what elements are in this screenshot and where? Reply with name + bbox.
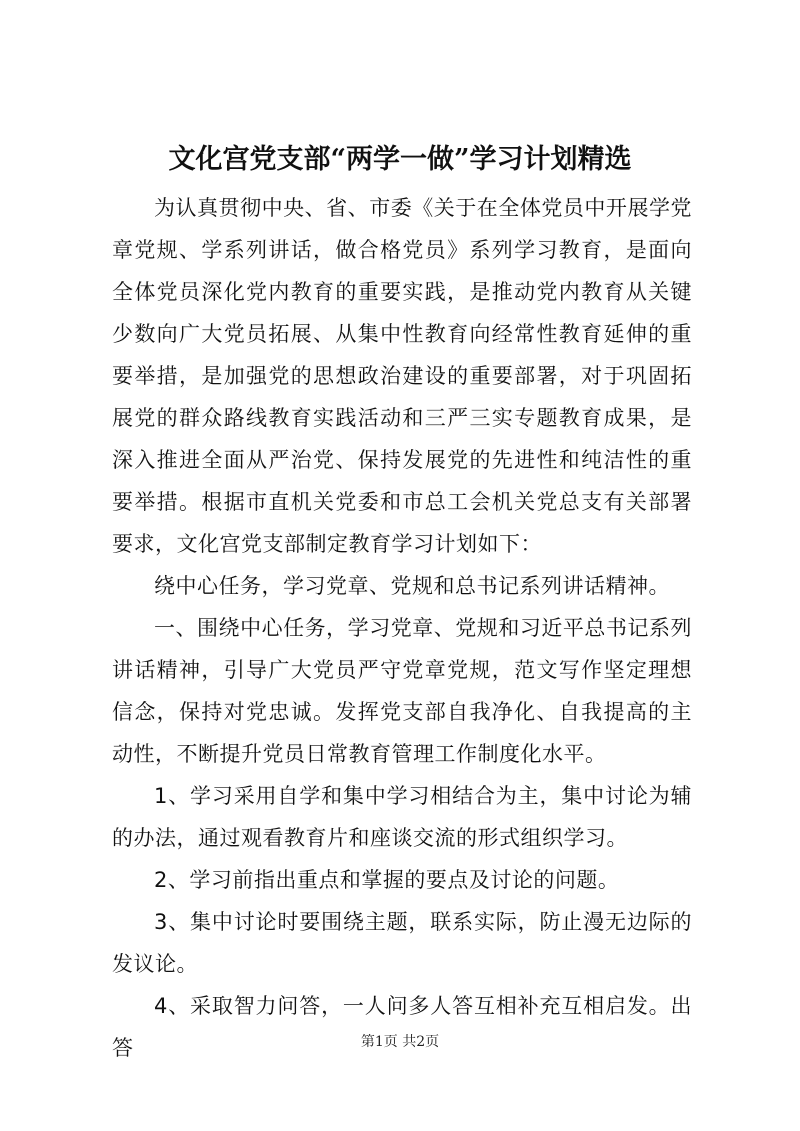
paragraph-theme: 绕中心任务，学习党章、党规和总书记系列讲话精神。 [154, 574, 670, 598]
document-title: 文化宫党支部“两学一做”学习计划精选 [168, 144, 632, 175]
paragraph-intro: 为认真贯彻中央、省、市委《关于在全体党员中开展学党章党规、学系列讲话，做合格党员》系列学习教育，是面向全体党员深化党内教育的重要实践，是推动党内教育从关键少数向广大党员拓展、从集中性教育向经常性教育延伸的重要举措，是加强党的思想政治建设的重要部署，对于巩固拓展党的群众路线教育实践活动和三严三实专题教育成果，是深入推进全面从严治党、保持发展党的先进性和纯洁性的重要举措。根据市直机关党委和市总工会机关党总支有关部署要求，文化宫党支部制定教育学习计划如下： [112, 196, 692, 556]
paragraph-item-1: 1、学习采用自学和集中学习相结合为主，集中讨论为辅的办法，通过观看教育片和座谈交流的形式组织学习。 [112, 784, 692, 850]
page-footer: 第1页 共2页 [360, 1034, 440, 1050]
document-body [112, 187, 692, 1069]
paragraph-item-2: 2、学习前指出重点和掌握的要点及讨论的问题。 [154, 868, 620, 892]
paragraph-item-4: 4、采取智力问答，一人问多人答互相补充互相启发。出答 [112, 994, 692, 1060]
paragraph-section-one: 一、围绕中心任务，学习党章、党规和习近平总书记系列讲话精神，引导广大党员严守党章党规，范文写作坚定理想信念，保持对党忠诚。发挥党支部自我净化、自我提高的主动性，不断提升党员日常教育管理工作制度化水平。 [112, 616, 692, 766]
paragraph-item-3: 3、集中讨论时要围绕主题，联系实际，防止漫无边际的发议论。 [112, 910, 692, 976]
